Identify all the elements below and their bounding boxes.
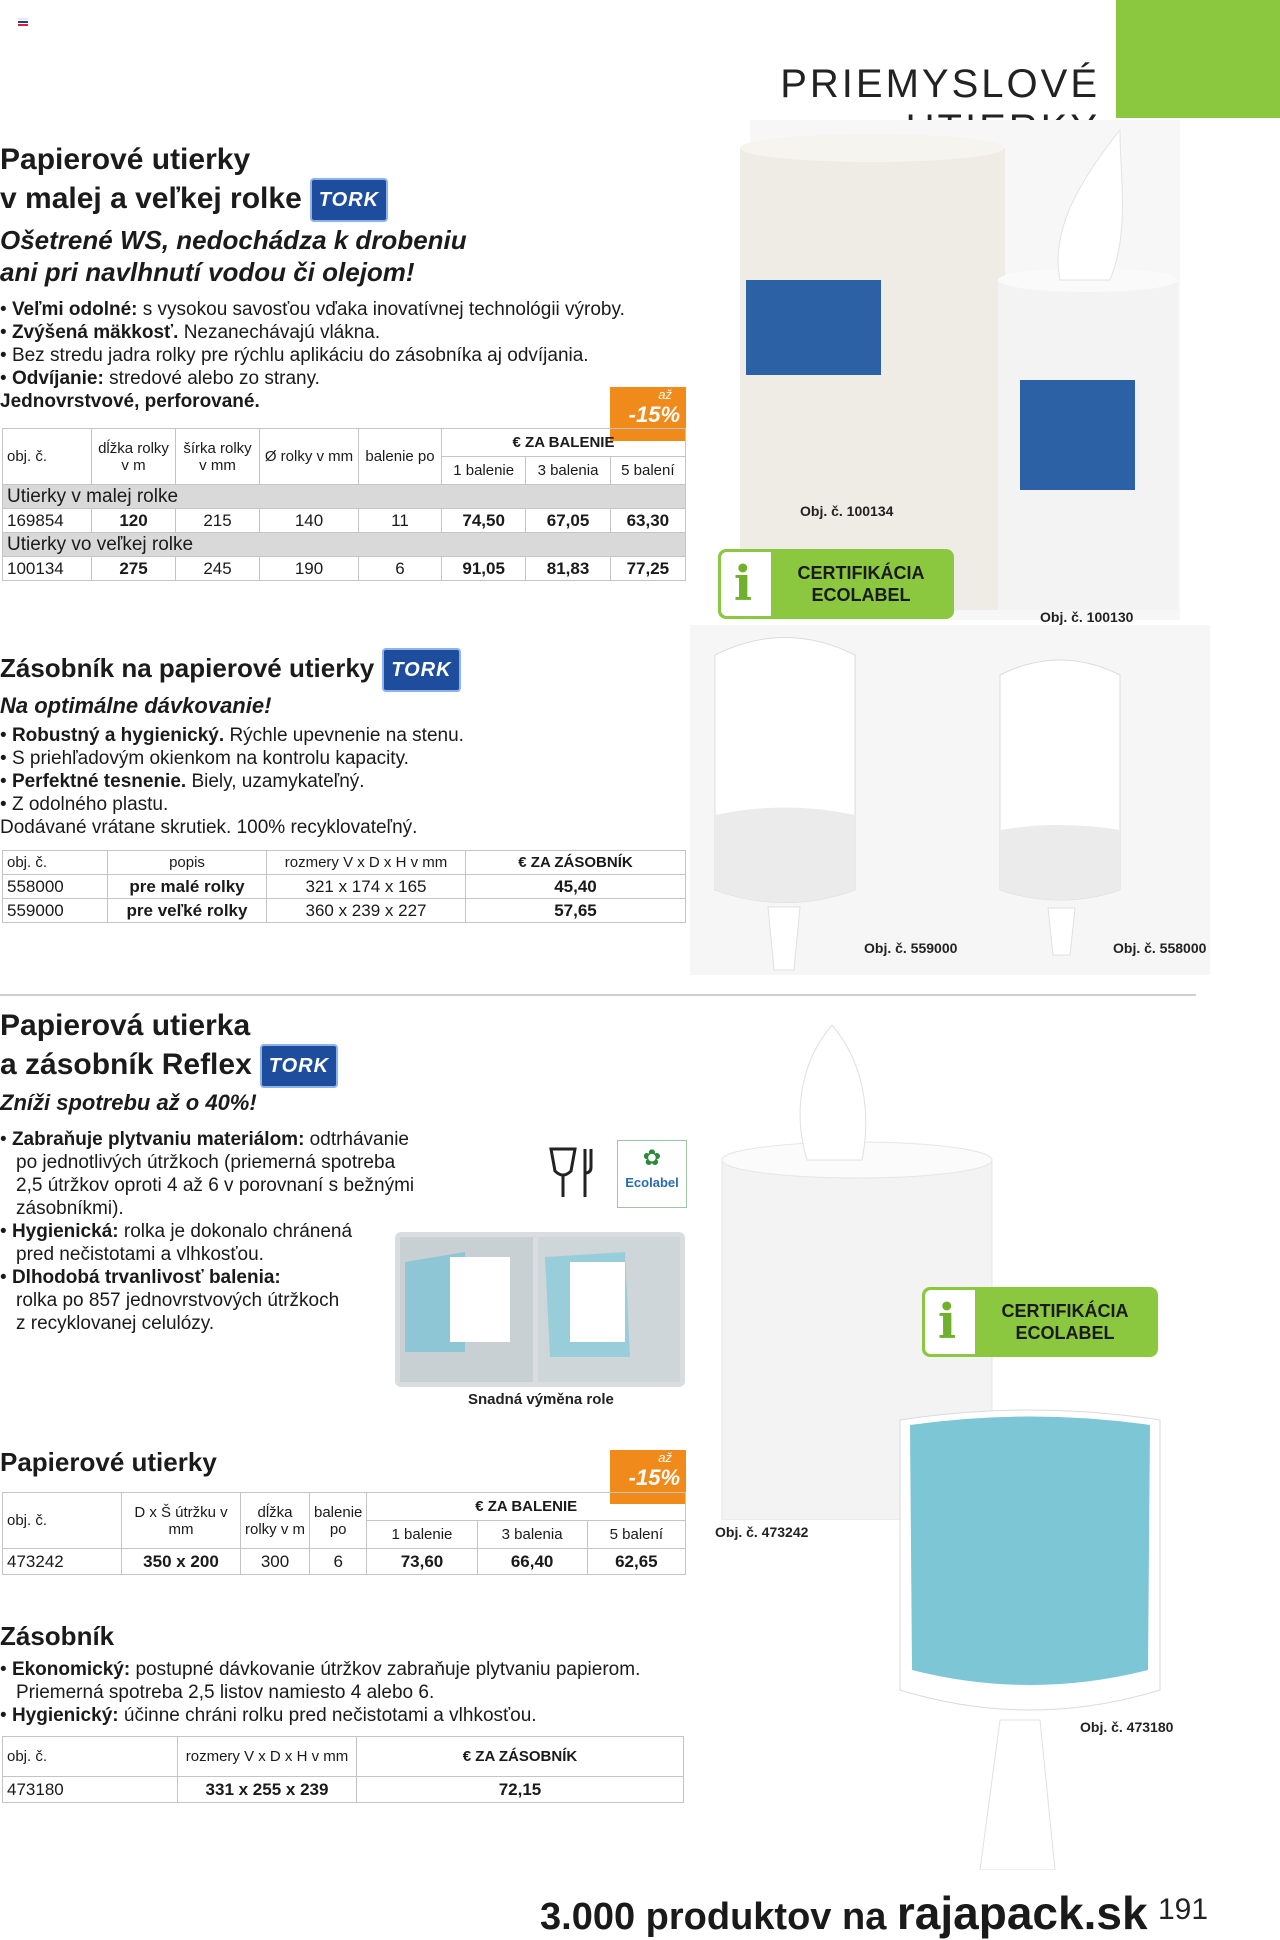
bullet: • Ekonomický: postupné dávkovanie útržkov zabraňuje plytvaniu papierom. bbox=[0, 1659, 641, 1680]
section-dispenser bbox=[0, 648, 700, 839]
tork-logo: TORK bbox=[260, 1044, 338, 1088]
tork-logo: TORK bbox=[310, 178, 388, 222]
bullet-cont: 2,5 útržkov oproti 4 až 6 v porovnaní s bežnými bbox=[16, 1175, 415, 1196]
th-obj: obj. č. bbox=[3, 1737, 178, 1777]
bullet: • Odvíjanie: stredové alebo zo strany. bbox=[0, 368, 320, 389]
info-icon: i bbox=[925, 1295, 969, 1349]
caption: Obj. č. 559000 bbox=[864, 940, 958, 956]
th-3: 3 balenia bbox=[526, 457, 610, 485]
reflex-dispenser-473180-image bbox=[880, 1400, 1180, 1870]
table-row: 559000 pre veľké rolky 360 x 239 x 227 57,65 bbox=[3, 899, 686, 923]
roll-images bbox=[700, 120, 1180, 620]
price-table-towels bbox=[2, 1492, 686, 1575]
table-row: 169854 120 215 140 11 74,50 67,05 63,30 bbox=[3, 509, 686, 533]
section-tab bbox=[1116, 0, 1280, 118]
th-price: € ZA ZÁSOBNÍK bbox=[357, 1737, 684, 1777]
roll-label bbox=[1020, 380, 1135, 490]
bullet: • Bez stredu jadra rolky pre rýchlu aplikáciu do zásobníka aj odvíjania. bbox=[0, 345, 589, 366]
th-price: € ZA BALENIE bbox=[442, 429, 686, 457]
ecolabel-certification-badge: i CERTIFIKÁCIA ECOLABEL bbox=[922, 1287, 1158, 1357]
th-obj: obj. č. bbox=[3, 851, 108, 875]
bullet: • Veľmi odolné: s vysokou savosťou vďaka inovatívnej technológii výroby. bbox=[0, 299, 625, 320]
bullet: • Zvýšená mäkkosť. Nezanechávajú vlákna. bbox=[0, 322, 381, 343]
food-safe-icon bbox=[545, 1145, 605, 1205]
th-1: 1 balenie bbox=[442, 457, 526, 485]
section-title: Papierové utierky bbox=[0, 143, 251, 176]
subtitle-line2: ani pri navlhnutí vodou či olejom! bbox=[0, 257, 415, 287]
th-1: 1 balenie bbox=[367, 1521, 477, 1549]
th-obj: obj. č. bbox=[3, 1493, 122, 1549]
th-pack: balenie po bbox=[310, 1493, 367, 1549]
th-length: dĺžka rolky v m bbox=[241, 1493, 310, 1549]
section-reflex-dispenser bbox=[0, 1618, 700, 1727]
roll-label bbox=[746, 280, 881, 375]
th-width: šírka rolky v mm bbox=[176, 429, 260, 485]
bullet-cont: pred nečistotami a vlhkosťou. bbox=[16, 1244, 264, 1265]
subtitle: Zníži spotrebu až o 40%! bbox=[0, 1090, 257, 1115]
th-price: € ZA BALENIE bbox=[367, 1493, 686, 1521]
page-title: PRIEMYSLOVÉ bbox=[780, 62, 1100, 106]
th-5: 5 balení bbox=[610, 457, 685, 485]
th-3: 3 balenia bbox=[477, 1521, 587, 1549]
th-5: 5 balení bbox=[587, 1521, 685, 1549]
th-dims: rozmery V x D x H v mm bbox=[267, 851, 466, 875]
th-length: dĺžka rolky v m bbox=[92, 429, 176, 485]
footer-promo: 3.000 produktov na rajapack.sk bbox=[540, 1887, 1148, 1939]
caption: Obj. č. 473180 bbox=[1080, 1719, 1174, 1735]
section-divider bbox=[0, 994, 1196, 996]
bullet-cont: Priemerná spotreba 2,5 listov namiesto 4 alebo 6. bbox=[16, 1682, 435, 1703]
discount-badge: až -15% bbox=[610, 1450, 686, 1504]
table-row: 473242 350 x 200 300 6 73,60 66,40 62,65 bbox=[3, 1549, 686, 1575]
page-number: 191 bbox=[1158, 1893, 1209, 1926]
th-dims: rozmery V x D x H v mm bbox=[178, 1737, 357, 1777]
caption: Obj. č. 558000 bbox=[1113, 940, 1207, 956]
bullet: • Hygienická: rolka je dokonalo chránená bbox=[0, 1221, 353, 1242]
section-title: Zásobník na papierové utierky TORK bbox=[0, 648, 700, 692]
dispenser-images bbox=[690, 625, 1210, 975]
table-row: 473180 331 x 255 x 239 72,15 bbox=[3, 1777, 684, 1803]
bullet: • Dlhodobá trvanlivosť balenia: bbox=[0, 1267, 281, 1288]
discount-badge: až -15% bbox=[610, 387, 686, 441]
tork-logo: TORK bbox=[382, 648, 460, 692]
bullet-cont: po jednotlivých útržkoch (priemerná spotreba bbox=[16, 1152, 396, 1173]
section-title: Papierová utierka bbox=[0, 1009, 251, 1042]
ecolabel-logo: ✿ Ecolabel bbox=[617, 1140, 687, 1208]
subtitle: Ošetrené WS, nedochádza k drobeniu bbox=[0, 225, 467, 255]
bullet: • Perfektné tesnenie. Biely, uzamykateľný. bbox=[0, 771, 365, 792]
bullet: • Z odolného plastu. bbox=[0, 794, 169, 815]
bullet: • Robustný a hygienický. Rýchle upevnenie na stenu. bbox=[0, 725, 464, 746]
roll-100134-image bbox=[740, 134, 1005, 610]
section-towels bbox=[0, 1444, 217, 1480]
subtitle: Na optimálne dávkovanie! bbox=[0, 693, 272, 718]
note: Dodávané vrátane skrutiek. 100% recyklovateľný. bbox=[0, 817, 418, 838]
caption: Obj. č. 100130 bbox=[1040, 609, 1134, 625]
bullet: • Hygienický: účinne chráni rolku pred nečistotami a vlhkosťou. bbox=[0, 1705, 537, 1726]
site-link[interactable]: rajapack.sk bbox=[896, 1887, 1148, 1939]
bullet-cont: rolka po 857 jednovrstvových útržkoch bbox=[16, 1290, 340, 1311]
bullet: • Zabraňuje plytvaniu materiálom: odtrhávanie bbox=[0, 1129, 409, 1150]
th-obj: obj. č. bbox=[3, 429, 92, 485]
group-label: Utierky v malej rolke bbox=[3, 485, 686, 509]
flag-icon bbox=[18, 18, 28, 25]
bullet-cont: z recyklovanej celulózy. bbox=[16, 1313, 215, 1334]
bullet: • S priehľadovým okienkom na kontrolu kapacity. bbox=[0, 748, 409, 769]
th-price: € ZA ZÁSOBNÍK bbox=[466, 851, 686, 875]
th-size: D x Š útržku v mm bbox=[122, 1493, 241, 1549]
section-title: Zásobník bbox=[0, 1621, 115, 1651]
section-rolls bbox=[0, 142, 700, 413]
section-title-line2: v malej a veľkej rolke TORK bbox=[0, 178, 700, 222]
ecolabel-certification-badge: i CERTIFIKÁCIA ECOLABEL bbox=[718, 549, 954, 619]
note: Jednovrstvové, perforované. bbox=[0, 391, 260, 412]
info-icon: i bbox=[721, 557, 765, 611]
th-pack: balenie po bbox=[359, 429, 442, 485]
th-diameter: Ø rolky v mm bbox=[260, 429, 359, 485]
price-table-dispenser bbox=[2, 850, 686, 923]
section-title: Papierové utierky bbox=[0, 1447, 217, 1477]
th-desc: popis bbox=[108, 851, 267, 875]
section-title-line2: a zásobník Reflex TORK bbox=[0, 1044, 700, 1088]
caption: Obj. č. 100134 bbox=[800, 503, 894, 519]
caption: Obj. č. 473242 bbox=[715, 1524, 809, 1540]
caption: Snadná výměna role bbox=[468, 1391, 614, 1408]
price-table-reflex-dispenser bbox=[2, 1736, 684, 1803]
bullet-cont: zásobníkmi). bbox=[16, 1198, 124, 1219]
group-label: Utierky vo veľkej rolke bbox=[3, 533, 686, 557]
table-row: 558000 pre malé rolky 321 x 174 x 165 45,40 bbox=[3, 875, 686, 899]
refill-photo bbox=[395, 1232, 685, 1387]
table-row: 100134 275 245 190 6 91,05 81,83 77,25 bbox=[3, 557, 686, 581]
price-table-rolls bbox=[2, 428, 686, 581]
